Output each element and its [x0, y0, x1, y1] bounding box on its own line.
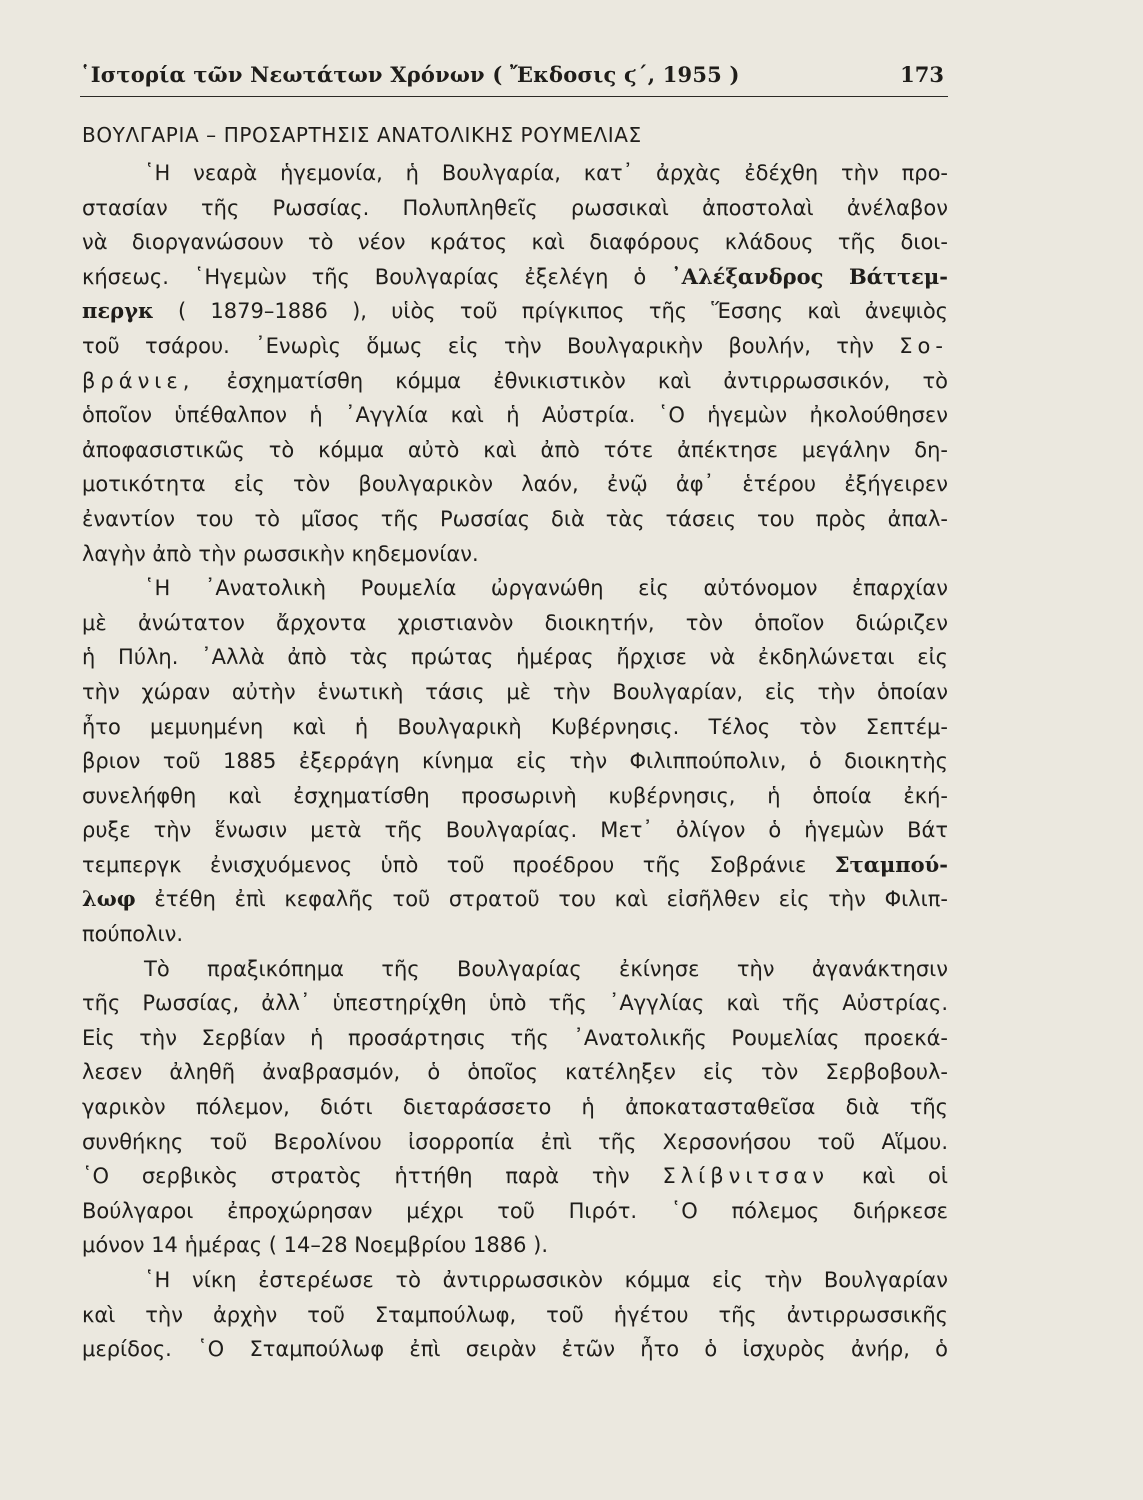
running-head: [80, 58, 948, 97]
text-line: πούπολιν.: [82, 922, 184, 947]
section-heading: ΒΟΥΛΓΑΡΙΑ – ΠΡΟΣΑΡΤΗΣΙΣ ΑΝΑΤΟΛΙΚΗΣ ΡΟΥΜΕΛΙΑΣ: [82, 123, 642, 147]
text-line: Εἰς τὴν Σερβίαν ἡ προσάρτησις τῆς ᾿Ανατολικῆς Ρουμελίας προεκά-: [82, 1025, 948, 1050]
text-fragment: ( 1879–1886 ), υἱὸς τοῦ πρίγκιπος τῆς Ἕσσης καὶ ἀνεψιὸς: [177, 299, 948, 324]
text-line: [82, 329, 948, 364]
text-line: μοτικότητα εἰς τὸν βουλγαρικὸν λαόν, ἐνῷ ἀφ᾿ ἑτέρου ἐξήγειρεν: [82, 472, 948, 497]
spaced-term: Σλίβνιτσαν: [662, 1164, 830, 1189]
text-line: ἡ Πύλη. ᾿Αλλὰ ἀπὸ τὰς πρώτας ἡμέρας ἤρχισε νὰ ἐκδηλώνεται εἰς: [82, 645, 948, 670]
text-fragment: κήσεως. ῾Ηγεμὼν τῆς Βουλγαρίας ἐξελέγη ὁ: [82, 264, 647, 289]
text-line: [82, 364, 948, 399]
text-line: ῾Η νεαρὰ ἡγεμονία, ἡ Βουλγαρία, κατ᾿ ἀρχὰς ἐδέχθη τὴν προ-: [144, 161, 948, 185]
text-line: καὶ τὴν ἀρχὴν τοῦ Σταμπούλωφ, τοῦ ἡγέτου τῆς ἀντιρρωσσικῆς: [82, 1302, 948, 1327]
paragraph-2: [82, 571, 948, 952]
text-line: ἦτο μεμυημένη καὶ ἡ Βουλγαρικὴ Κυβέρνησις. Τέλος τὸν Σεπτέμ-: [82, 714, 948, 739]
text-line: ἀποφασιστικῶς τὸ κόμμα αὐτὸ καὶ ἀπὸ τότε ἀπέκτησε μεγάλην δη-: [82, 437, 948, 462]
text-fragment: ἐτέθη ἐπὶ κεφαλῆς τοῦ στρατοῦ του καὶ εἰσῆλθεν εἰς τὴν Φιλιπ-: [154, 887, 948, 912]
text-line: [82, 294, 948, 329]
text-line: μόνον 14 ἡμέρας ( 14–28 Νοεμβρίου 1886 ).: [82, 1233, 549, 1258]
text-fragment: ἐσχηματίσθη κόμμα ἐθνικιστικὸν καὶ ἀντιρρωσσικόν, τὸ: [226, 368, 948, 393]
text-line: ῾Η νίκη ἐστερέωσε τὸ ἀντιρρωσσικὸν κόμμα εἰς τὴν Βουλγαρίαν: [144, 1268, 948, 1292]
bold-name: ᾿Αλέξανδρος Βάττεμ-: [671, 263, 948, 289]
text-line: [82, 1159, 948, 1194]
text-fragment: τοῦ τσάρου. ᾿Ενωρὶς ὅμως εἰς τὴν Βουλγαρικὴν βουλήν, τὴν: [82, 333, 874, 358]
text-line: τὴν χώραν αὐτὴν ἑνωτικὴ τάσις μὲ τὴν Βουλγαρίαν, εἰς τὴν ὁποίαν: [82, 679, 948, 704]
text-fragment: καὶ οἱ: [861, 1164, 948, 1189]
paragraph-4: [82, 1263, 948, 1367]
text-line: Βούλγαροι ἐπροχώρησαν μέχρι τοῦ Πιρότ. ῾Ο πόλεμος διήρκεσε: [82, 1198, 948, 1223]
spaced-term: βράνιε,: [82, 368, 195, 393]
text-line: [82, 848, 948, 883]
text-line: λεσεν ἀληθῆ ἀναβρασμόν, ὁ ὁποῖος κατέληξεν εἰς τὸν Σερβοβουλ-: [82, 1060, 948, 1085]
text-line: ρυξε τὴν ἕνωσιν μετὰ τῆς Βουλγαρίας. Μετ᾿ ὀλίγον ὁ ἡγεμὼν Βάτ: [82, 818, 948, 843]
text-fragment: ῾Ο σερβικὸς στρατὸς ἡττήθη παρὰ τὴν: [82, 1164, 630, 1189]
text-line: νὰ διοργανώσουν τὸ νέον κράτος καὶ διαφόρους κλάδους τῆς διοι-: [82, 230, 948, 255]
bold-name: λωφ: [82, 886, 136, 912]
bold-name: Σταμπού-: [834, 851, 948, 877]
text-line: στασίαν τῆς Ρωσσίας. Πολυπληθεῖς ρωσσικαὶ ἀποστολαὶ ἀνέλαβον: [82, 195, 948, 220]
text-line: λαγὴν ἀπὸ τὴν ρωσσικὴν κηδεμονίαν.: [82, 541, 479, 566]
text-line: τῆς Ρωσσίας, ἀλλ᾿ ὑπεστηρίχθη ὑπὸ τῆς ᾿Αγγλίας καὶ τῆς Αὐστρίας.: [82, 991, 948, 1016]
text-line: [82, 882, 948, 917]
text-line: βριον τοῦ 1885 ἐξερράγη κίνημα εἰς τὴν Φιλιππούπολιν, ὁ διοικητὴς: [82, 749, 948, 774]
text-line: μὲ ἀνώτατον ἄρχοντα χριστιανὸν διοικητήν, τὸν ὁποῖον διώριζεν: [82, 610, 948, 635]
bold-name: περγκ: [82, 298, 154, 324]
text-line: Τὸ πραξικόπημα τῆς Βουλγαρίας ἐκίνησε τὴν ἀγανάκτησιν: [144, 956, 948, 981]
text-line: ῾Η ᾿Ανατολικὴ Ρουμελία ὠργανώθη εἰς αὐτόνομον ἐπαρχίαν: [144, 576, 948, 601]
text-line: συνθήκης τοῦ Βερολίνου ἰσορροπία ἐπὶ τῆς Χερσονήσου τοῦ Αἵμου.: [82, 1129, 948, 1154]
page-number: 173: [900, 62, 944, 87]
text-fragment: τεμπεργκ ἐνισχυόμενος ὑπὸ τοῦ προέδρου τῆς Σοβράνιε: [82, 852, 807, 877]
text-line: ὁποῖον ὑπέθαλπον ἡ ᾿Αγγλία καὶ ἡ Αὐστρία. ῾Ο ἡγεμὼν ἠκολούθησεν: [82, 403, 948, 428]
body-text: [82, 120, 948, 1367]
running-title: ῾Ιστορία τῶν Νεωτάτων Χρόνων ( Ἔκδοσις ϛ΄, 1955 ): [80, 62, 740, 87]
text-line: συνελήφθη καὶ ἐσχηματίσθη προσωρινὴ κυβέρνησις, ἡ ὁποία ἐκή-: [82, 783, 948, 808]
text-line: [82, 260, 948, 295]
text-line: γαρικὸν πόλεμον, διότι διεταράσσετο ἡ ἀποκατασταθεῖσα διὰ τῆς: [82, 1095, 948, 1120]
paragraph-1: [82, 156, 948, 571]
paragraph-3: [82, 952, 948, 1263]
text-line: ἐναντίον του τὸ μῖσος τῆς Ρωσσίας διὰ τὰς τάσεις του πρὸς ἀπαλ-: [82, 506, 948, 531]
spaced-term: Σο-: [899, 333, 948, 358]
text-line: μερίδος. ῾Ο Σταμπούλωφ ἐπὶ σειρὰν ἐτῶν ἦτο ὁ ἰσχυρὸς ἀνήρ, ὁ: [82, 1337, 948, 1362]
